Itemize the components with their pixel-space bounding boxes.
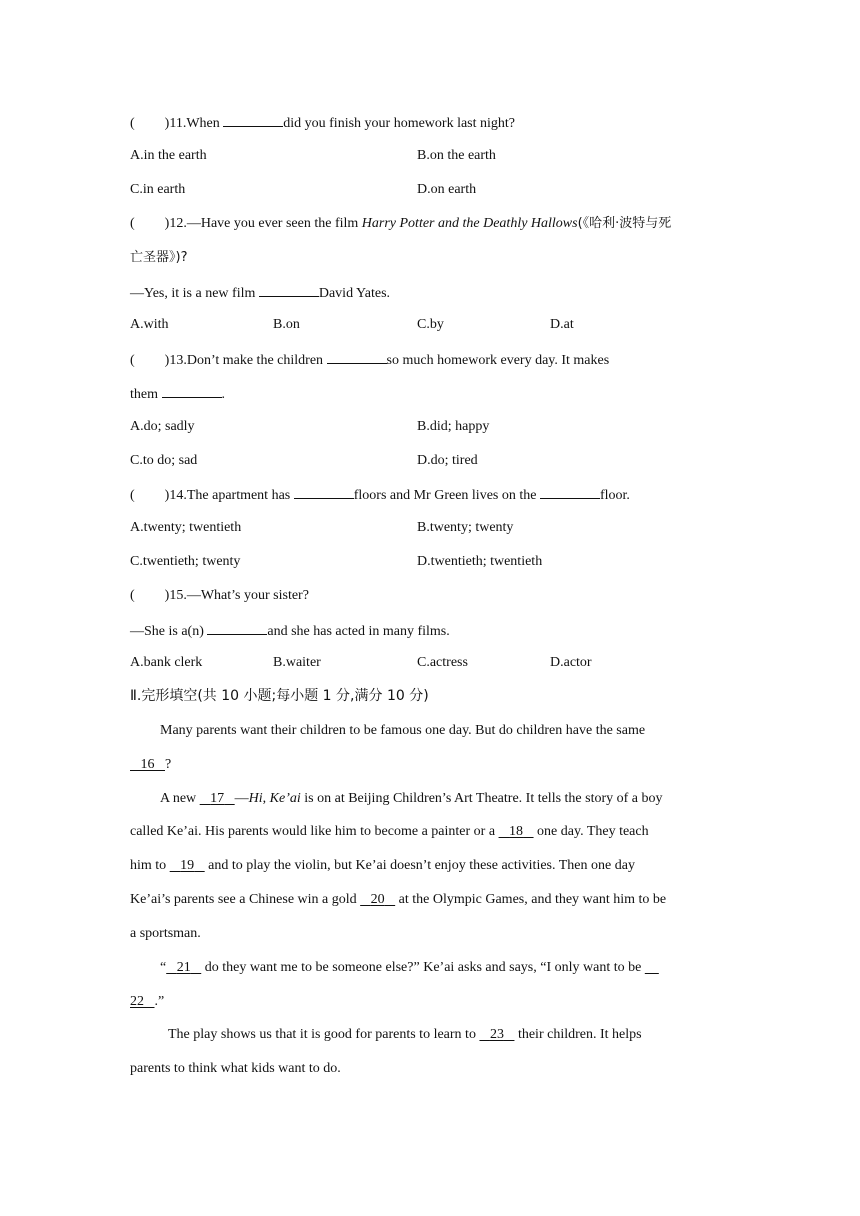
film-title-chinese: (《哈利·波特与死	[577, 216, 672, 231]
blank-number: 22	[130, 994, 144, 1009]
question-14-text: )14.The apartment has	[164, 488, 291, 503]
blank-number: 20	[370, 892, 385, 907]
dash: —	[234, 791, 249, 806]
q13-option-a: A.do; sadly	[130, 419, 195, 434]
question-15-text: )15.—What’s your sister?	[164, 588, 309, 603]
question-12-stem	[130, 215, 671, 233]
film-title: Harry Potter and the Deathly Hallows	[361, 216, 578, 231]
passage-p2-line5: a sportsman.	[130, 926, 201, 941]
passage-p4-line1	[168, 1026, 642, 1044]
blank-line	[162, 384, 222, 398]
quote-close: .”	[154, 994, 165, 1009]
answer-paren-open: (	[130, 353, 135, 368]
q14-option-d: D.twentieth; twentieth	[417, 554, 543, 569]
question-11-text: )11.When	[164, 116, 220, 131]
blank-line	[294, 485, 354, 499]
blank-number: 21	[176, 960, 191, 975]
blank-22	[130, 994, 155, 1009]
blank-number: 18	[509, 824, 524, 839]
blank-19	[170, 858, 205, 873]
reply-text: —Yes, it is a new film	[130, 286, 256, 301]
text: him to	[130, 858, 167, 873]
blank-number: 16	[140, 757, 155, 772]
text: Ke’ai’s parents see a Chinese win a gold	[130, 892, 357, 907]
blank-17	[200, 791, 235, 806]
text: is on at Beijing Children’s Art Theatre. It tells the story of a boy	[300, 791, 663, 806]
text: their children. It helps	[517, 1027, 642, 1042]
passage-p1-line1: Many parents want their children to be famous one day. But do children have the same	[160, 723, 646, 738]
q15-option-c: C.actress	[417, 655, 468, 670]
question-11-stem	[130, 113, 515, 133]
answer-paren-open: (	[130, 216, 135, 231]
q12-option-a: A.with	[130, 317, 169, 332]
answer-paren-open: (	[130, 488, 135, 503]
q11-option-a: A.in the earth	[130, 148, 207, 163]
q13-option-c: C.to do; sad	[130, 453, 198, 468]
passage-p1-line2	[130, 756, 171, 774]
passage-p3-line1	[160, 959, 659, 977]
q11-option-c: C.in earth	[130, 182, 186, 197]
film-title-chinese-cont: 亡圣器》)?	[130, 250, 188, 265]
blank-20	[360, 892, 395, 907]
blank-number: 19	[180, 858, 195, 873]
period: .	[221, 387, 225, 402]
play-title-part: Ke’ai	[269, 791, 301, 806]
passage-p2-line4	[130, 891, 666, 909]
q15-option-a: A.bank clerk	[130, 655, 203, 670]
blank-line	[540, 485, 600, 499]
text: called Ke’ai. His parents would like him to become a painter or a	[130, 824, 496, 839]
passage-p2-line3	[130, 857, 635, 875]
q11-option-d: D.on earth	[417, 182, 477, 197]
text: A new	[160, 791, 197, 806]
q11-option-b: B.on the earth	[417, 148, 496, 163]
reply-text-rest: David Yates.	[318, 286, 391, 301]
q14-option-a: A.twenty; twentieth	[130, 520, 242, 535]
passage-p2-line1	[160, 790, 663, 808]
text: and to play the violin, but Ke’ai doesn’t enjoy these activities. Then one day	[208, 858, 635, 873]
question-15-stem	[130, 587, 309, 605]
q15-option-b: B.waiter	[273, 655, 321, 670]
punctuation: ?	[165, 757, 172, 772]
quote-open: “	[160, 960, 167, 975]
play-title-part: Hi	[248, 791, 263, 806]
reply-text: —She is a(n)	[130, 624, 204, 639]
text: The play shows us that it is good for parents to learn to	[168, 1027, 476, 1042]
blank-number: 17	[210, 791, 225, 806]
q15-option-d: D.actor	[550, 655, 592, 670]
question-12-text: )12.—Have you ever seen the film	[164, 216, 362, 231]
question-12-reply	[130, 283, 390, 303]
q14-option-c: C.twentieth; twenty	[130, 554, 241, 569]
blank-18	[499, 824, 534, 839]
text: do they want me to be someone else?” Ke’ai asks and says, “I only want to be	[204, 960, 642, 975]
q13-option-b: B.did; happy	[417, 419, 490, 434]
answer-paren-open: (	[130, 116, 135, 131]
blank-23	[479, 1027, 514, 1042]
text: at the Olympic Games, and they want him to be	[398, 892, 667, 907]
blank-22-start	[645, 960, 659, 975]
question-13-text: )13.Don’t make the children	[164, 353, 324, 368]
question-14-text-rest: floor.	[599, 488, 630, 503]
q12-option-c: C.by	[417, 317, 444, 332]
answer-paren-open: (	[130, 588, 135, 603]
q14-option-b: B.twenty; twenty	[417, 520, 514, 535]
q13-option-d: D.do; tired	[417, 453, 478, 468]
comma: ,	[262, 791, 270, 806]
blank-line	[259, 283, 319, 297]
question-15-reply	[130, 621, 450, 641]
section-2-heading: Ⅱ.完形填空(共 10 小题;每小题 1 分,满分 10 分)	[130, 688, 429, 704]
reply-text-rest: and she has acted in many films.	[267, 624, 450, 639]
question-14-text-mid: floors and Mr Green lives on the	[353, 488, 537, 503]
question-12-stem-line2	[130, 249, 187, 267]
text: one day. They teach	[537, 824, 649, 839]
blank-number: 23	[489, 1027, 504, 1042]
passage-p2-line2	[130, 823, 649, 841]
question-13-stem	[130, 350, 609, 370]
question-13-text-rest: so much homework every day. It makes	[386, 353, 610, 368]
passage-p4-line2: parents to think what kids want to do.	[130, 1061, 341, 1076]
question-14-stem	[130, 485, 630, 505]
question-13-stem-line2	[130, 384, 225, 404]
blank-line	[207, 621, 267, 635]
question-11-text-rest: did you finish your homework last night?	[283, 116, 516, 131]
blank-16	[130, 757, 165, 772]
q12-option-d: D.at	[550, 317, 574, 332]
blank-21	[166, 960, 201, 975]
q12-option-b: B.on	[273, 317, 300, 332]
blank-line	[327, 350, 387, 364]
passage-p3-line2	[130, 993, 164, 1011]
question-13-text-line2: them	[130, 387, 158, 402]
blank-line	[223, 113, 283, 127]
